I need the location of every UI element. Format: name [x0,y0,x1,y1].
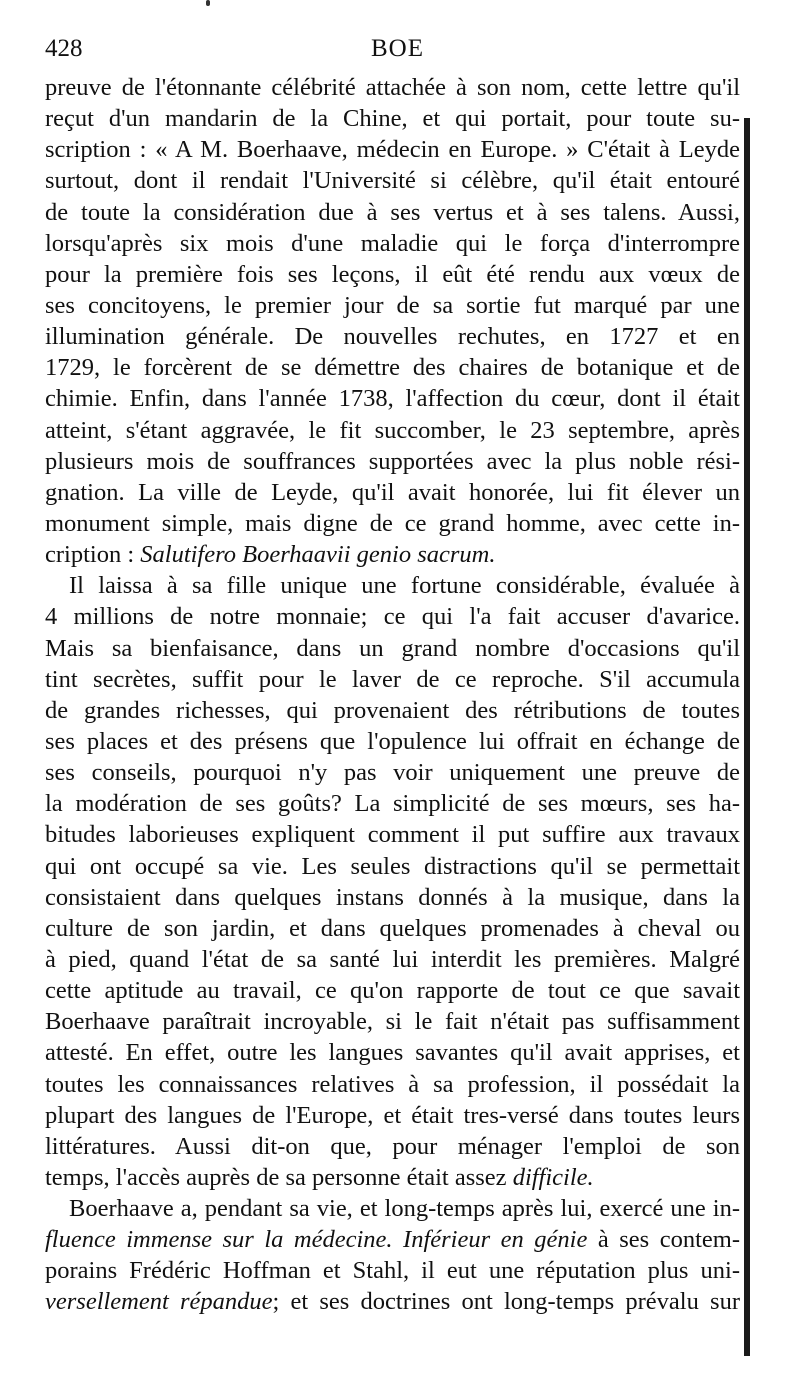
text-line: ses conseils, pourquoi n'y pas voir uniquement une preuve de [45,759,740,787]
text-line: bitudes laborieuses expliquent comment il put suffire aux travaux [45,821,740,849]
text-line: chimie. Enfin, dans l'année 1738, l'affection du cœur, dont il était [45,385,740,413]
text-line [45,1286,740,1317]
text-line: atteint, s'étant aggravée, le fit succomber, le 23 septembre, après [45,416,740,444]
text-line: toutes les connaissances relatives à sa profession, il possédait la [45,1070,740,1098]
text-line: la modération de ses goûts? La simplicité de ses mœurs, ses ha- [45,790,740,818]
text-line: preuve de l'étonnante célébrité attachée à son nom, cette lettre qu'il [45,74,740,101]
running-head: BOE [371,35,424,62]
text-line: culture de son jardin, et dans quelques promenades à cheval ou [45,914,740,942]
text-line: de grandes richesses, qui provenaient des rétributions de toutes [45,696,740,724]
text-line: pour la première fois ses leçons, il eût été rendu aux vœux de [45,260,740,288]
text-line [45,1224,740,1255]
text-line: de toute la considération due à ses vertus et à ses talens. Aussi, [45,198,740,226]
text-line: à pied, quand l'état de sa santé lui interdit les premières. Malgré [45,945,740,973]
text-run: temps, l'accès auprès de sa personne était assez [45,1163,513,1191]
ink-speck [206,0,210,6]
text-line: Mais sa bienfaisance, dans un grand nombre d'occasions qu'il [45,634,740,662]
paragraph-1 [45,72,740,570]
text-line: cette aptitude au travail, ce qu'on rapporte de tout ce que savait [45,977,740,1005]
text-line: 4 millions de notre monnaie; ce qui l'a fait accuser d'avarice. [45,603,740,631]
page-edge-shadow [744,118,750,1356]
emphasis: difficile. [512,1163,594,1191]
text-line: porains Frédéric Hoffman et Stahl, il eut une réputation plus uni- [45,1257,740,1285]
text-line: ses places et des présens que l'opulence lui offrait en échange de [45,727,740,755]
text-line: attesté. En effet, outre les langues savantes qu'il avait apprises, et [45,1039,740,1067]
text-line [45,539,740,570]
text-line: qui ont occupé sa vie. Les seules distractions qu'il se permettait [45,852,740,880]
text-line: illumination générale. De nouvelles rechutes, en 1727 et en [45,323,740,351]
text-line: lorsqu'après six mois d'une maladie qui le força d'interrompre [45,229,740,257]
latin-inscription: Salutifero Boerhaavii genio sacrum. [140,541,496,569]
text-line [45,1162,740,1193]
text-run: ; et ses doctrines ont long-temps prévalu sur [272,1288,740,1316]
text-line: ses concitoyens, le premier jour de sa sortie fut marqué par une [45,291,740,319]
text-line: surtout, dont il rendait l'Université si célèbre, qu'il était entouré [45,167,740,195]
text-line: 1729, le forcèrent de se démettre des chaires de botanique et de [45,354,740,382]
text-line: Il laissa à sa fille unique une fortune considérable, évaluée à [69,572,740,600]
paragraph-3 [45,1193,740,1318]
text-run: à ses contem- [587,1226,740,1254]
text-line: littératures. Aussi dit-on que, pour ménager l'emploi de son [45,1132,740,1160]
text-line: monument simple, mais digne de ce grand homme, avec cette in- [45,509,740,537]
body-text [45,72,740,1318]
text-line: tint secrètes, suffit pour le laver de ce reproche. S'il accumula [45,665,740,693]
text-line: Boerhaave paraîtrait incroyable, si le fait n'était pas suffisamment [45,1008,740,1036]
page-number: 428 [45,35,83,62]
page-header [45,34,750,64]
text-line: scription : « A M. Boerhaave, médecin en Europe. » C'était à Leyde [45,136,740,164]
emphasis: fluence immense sur la médecine. Inférieur en génie [45,1226,588,1254]
emphasis: versellement répandue [45,1288,273,1316]
paragraph-2 [45,570,740,1193]
text-line: reçut d'un mandarin de la Chine, et qui portait, pour toute su- [45,105,740,133]
text-run: cription : [45,541,141,569]
text-line: consistaient dans quelques instans donnés à la musique, dans la [45,883,740,911]
text-line: gnation. La ville de Leyde, qu'il avait honorée, lui fit élever un [45,478,740,506]
text-line: plusieurs mois de souffrances supportées avec la plus noble rési- [45,447,740,475]
text-line: Boerhaave a, pendant sa vie, et long-temps après lui, exercé une in- [69,1195,740,1223]
text-line: plupart des langues de l'Europe, et était tres-versé dans toutes leurs [45,1101,740,1129]
